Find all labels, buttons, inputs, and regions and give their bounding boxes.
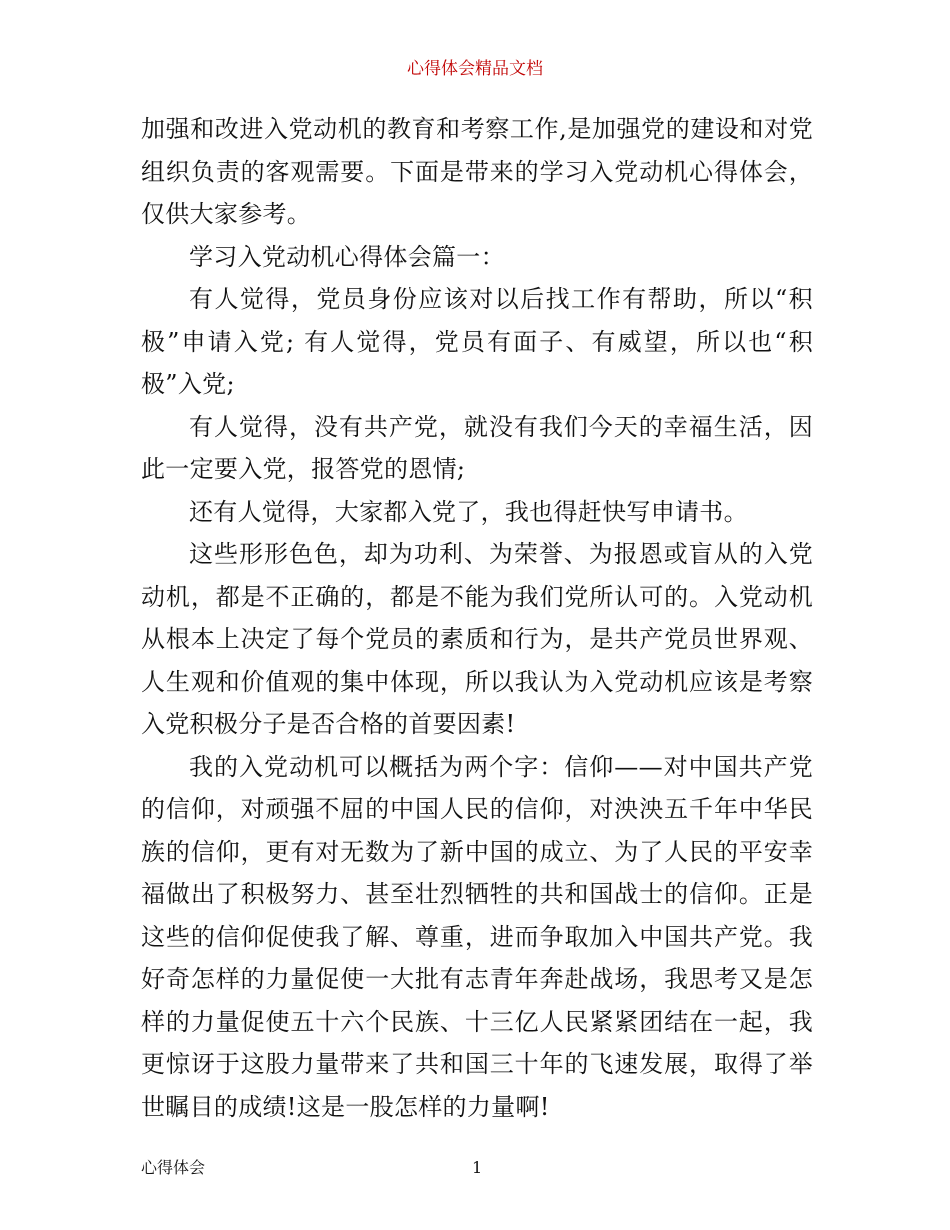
body-paragraph: 有人觉得，没有共产党，就没有我们今天的幸福生活，因此一定要入党，报答党的恩情; [141, 412, 813, 483]
section-heading: 学习入党动机心得体会篇一： [189, 242, 505, 271]
intro-paragraph: 加强和改进入党动机的教育和考察工作,是加强党的建设和对党组织负责的客观需要。下面是带来的学习入党动机心得体会，仅供大家参考。 [141, 115, 813, 228]
document-body [141, 108, 813, 1128]
body-paragraph: 有人觉得，党员身份应该对以后找工作有帮助，所以“积极”申请入党; 有人觉得，党员有面子、有威望，所以也“积极”入党; [141, 285, 813, 398]
body-paragraph: 我的入党动机可以概括为两个字：信仰——对中国共产党的信仰，对顽强不屈的中国人民的信仰，对泱泱五千年中华民族的信仰，更有对无数为了新中国的成立、为了人民的平安幸福做出了积极努力、甚至壮烈牺牲的共和国战士的信仰。正是这些的信仰促使我了解、尊重，进而争取加入中国共产党。我好奇怎样的力量促使一大批有志青年奔赴战场，我思考又是怎样的力量促使五十六个民族、十三亿人民紧紧团结在一起，我更惊讶于这股力量带来了共和国三十年的飞速发展，取得了举世瞩目的成绩!这是一股怎样的力量啊! [141, 752, 813, 1121]
page-header-title: 心得体会精品文档 [407, 59, 543, 79]
footer-label: 心得体会 [141, 1158, 206, 1177]
page-number: 1 [472, 1158, 483, 1177]
body-paragraph: 这些形形色色，却为功利、为荣誉、为报恩或盲从的入党动机，都是不正确的，都是不能为我们党所认可的。入党动机从根本上决定了每个党员的素质和行为，是共产党员世界观、人生观和价值观的集中体现，所以我认为入党动机应该是考察入党积极分子是否合格的首要因素! [141, 540, 813, 738]
body-paragraph: 还有人觉得，大家都入党了，我也得赶快写申请书。 [189, 497, 748, 526]
